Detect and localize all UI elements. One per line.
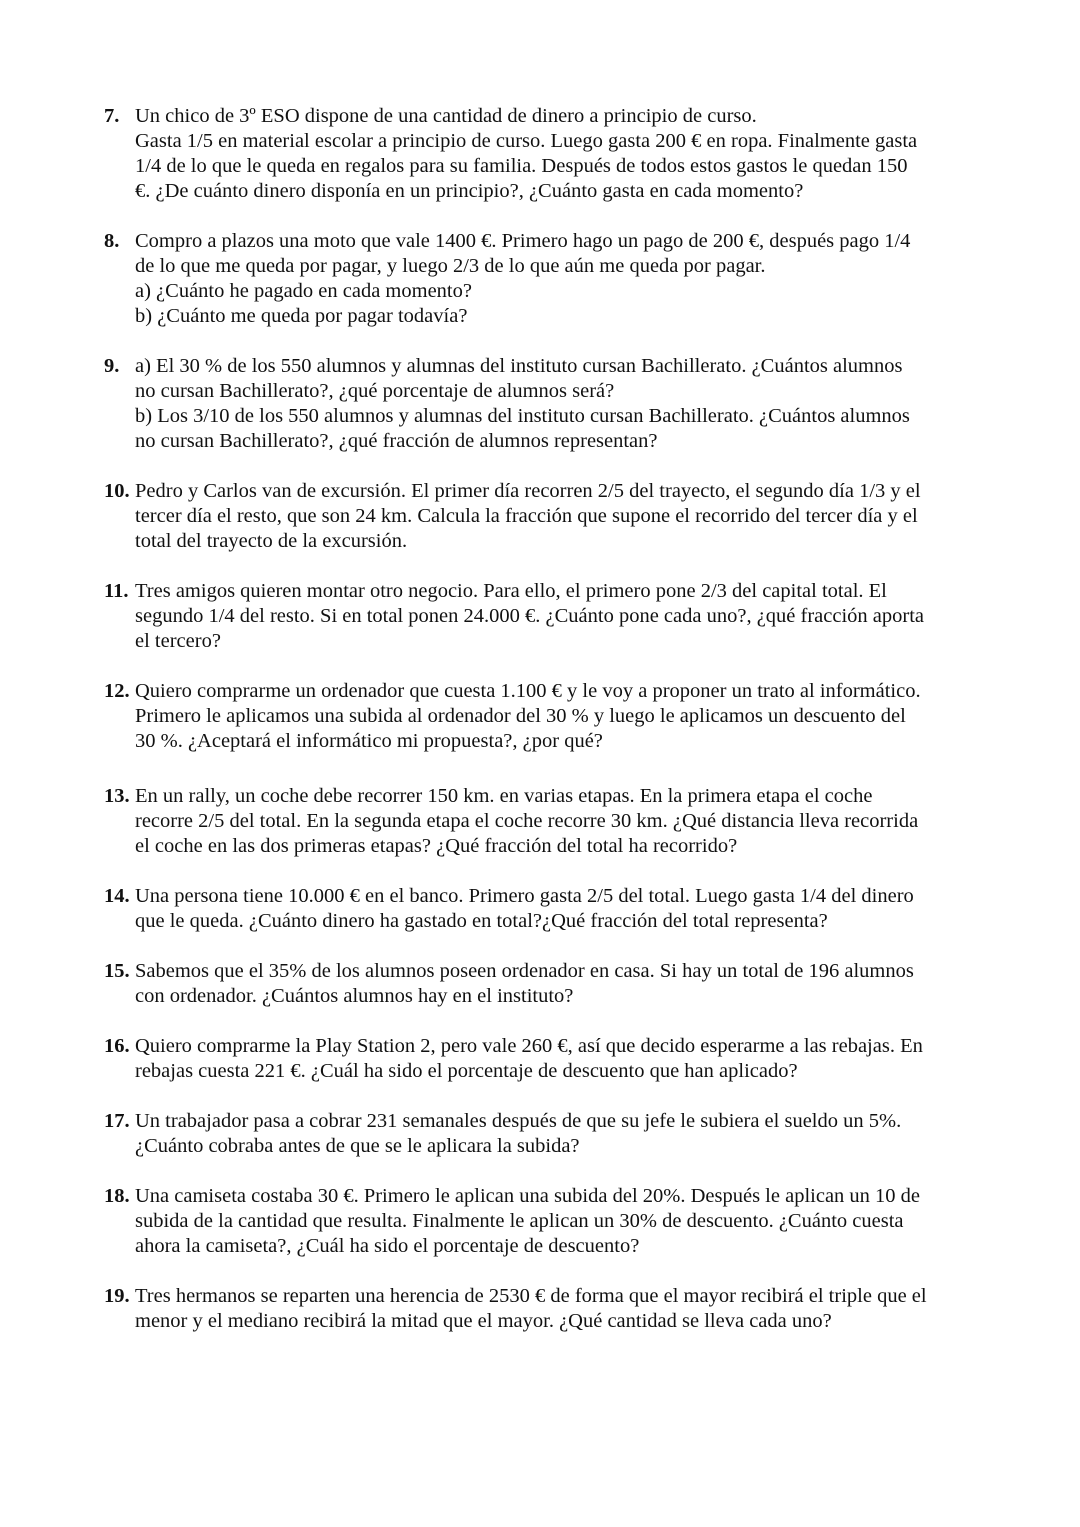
problem-line: Quiero comprarme un ordenador que cuesta 1.100 € y le voy a proponer un trato al informático. [135, 680, 921, 702]
problem-line: tercer día el resto, que son 24 km. Calcula la fracción que supone el recorrido del tercer día y el [135, 505, 918, 527]
problem-text [135, 1034, 984, 1084]
problem-line: no cursan Bachillerato?, ¿qué porcentaje de alumnos será? [135, 380, 615, 402]
problem-number: 17. [104, 1110, 130, 1132]
problem-line: Una camiseta costaba 30 €. Primero le aplican una subida del 20%. Después le aplican un 10 de [135, 1185, 921, 1207]
problem-line: Compro a plazos una moto que vale 1400 €. Primero hago un pago de 200 €, después pago 1/4 [135, 230, 911, 252]
problem-number: 10. [104, 480, 130, 502]
problem-line: Primero le aplicamos una subida al ordenador del 30 % y luego le aplicamos un descuento del [135, 705, 906, 727]
problem-17 [104, 1109, 984, 1159]
problem-line: ahora la camiseta?, ¿Cuál ha sido el porcentaje de descuento? [135, 1235, 640, 1257]
problem-line: Un trabajador pasa a cobrar 231 semanales después de que su jefe le subiera el sueldo un 5%. [135, 1110, 902, 1132]
problem-line: subida de la cantidad que resulta. Finalmente le aplican un 30% de descuento. ¿Cuánto cuesta [135, 1210, 904, 1232]
problem-text [135, 229, 984, 329]
problem-9 [104, 354, 984, 454]
problem-line: En un rally, un coche debe recorrer 150 km. en varias etapas. En la primera etapa el coche [135, 785, 873, 807]
problem-text [135, 959, 984, 1009]
problem-line: ¿Cuánto cobraba antes de que se le aplicara la subida? [135, 1135, 580, 1157]
problem-line: b) Los 3/10 de los 550 alumnos y alumnas del instituto cursan Bachillerato. ¿Cuántos alumnos [135, 405, 910, 427]
problem-line: a) ¿Cuánto he pagado en cada momento? [135, 280, 472, 302]
problem-line: b) ¿Cuánto me queda por pagar todavía? [135, 305, 468, 327]
problem-11 [104, 579, 984, 654]
problem-text [135, 679, 984, 754]
problem-13 [104, 784, 984, 859]
problem-line: que le queda. ¿Cuánto dinero ha gastado en total?¿Qué fracción del total representa? [135, 910, 828, 932]
problem-text [135, 354, 984, 454]
problem-number: 14. [104, 885, 130, 907]
problem-line: 1/4 de lo que le queda en regalos para su familia. Después de todos estos gastos le quedan 150 [135, 155, 908, 177]
problem-text [135, 104, 984, 204]
problem-text [135, 1284, 984, 1334]
problem-line: a) El 30 % de los 550 alumnos y alumnas del instituto cursan Bachillerato. ¿Cuántos alumnos [135, 355, 903, 377]
problem-line: 30 %. ¿Aceptará el informático mi propuesta?, ¿por qué? [135, 730, 603, 752]
problem-number: 7. [104, 105, 120, 127]
problem-line: Pedro y Carlos van de excursión. El primer día recorren 2/5 del trayecto, el segundo día 1/3 y el [135, 480, 921, 502]
problem-line: no cursan Bachillerato?, ¿qué fracción de alumnos representan? [135, 430, 658, 452]
problem-line: Sabemos que el 35% de los alumnos poseen ordenador en casa. Si hay un total de 196 alumnos [135, 960, 914, 982]
problem-line: Tres hermanos se reparten una herencia de 2530 € de forma que el mayor recibirá el triple que el [135, 1285, 927, 1307]
problem-number: 15. [104, 960, 130, 982]
problem-number: 13. [104, 785, 130, 807]
problem-7 [104, 104, 984, 204]
problem-line: segundo 1/4 del resto. Si en total ponen 24.000 €. ¿Cuánto pone cada uno?, ¿qué fracción aporta [135, 605, 925, 627]
problem-line: rebajas cuesta 221 €. ¿Cuál ha sido el porcentaje de descuento que han aplicado? [135, 1060, 798, 1082]
problem-line: total del trayecto de la excursión. [135, 530, 408, 552]
problem-number: 8. [104, 230, 120, 252]
problem-16 [104, 1034, 984, 1084]
problem-text [135, 479, 984, 554]
problem-line: €. ¿De cuánto dinero disponía en un principio?, ¿Cuánto gasta en cada momento? [135, 180, 804, 202]
problem-text [135, 1109, 984, 1159]
problem-14 [104, 884, 984, 934]
problem-number: 18. [104, 1185, 130, 1207]
problem-10 [104, 479, 984, 554]
problem-line: Quiero comprarme la Play Station 2, pero vale 260 €, así que decido esperarme a las rebajas. En [135, 1035, 923, 1057]
problem-19 [104, 1284, 984, 1334]
problem-line: el coche en las dos primeras etapas? ¿Qué fracción del total ha recorrido? [135, 835, 738, 857]
problem-line: recorre 2/5 del total. En la segunda etapa el coche recorre 30 km. ¿Qué distancia lleva recorrida [135, 810, 919, 832]
problem-text [135, 784, 984, 859]
problem-number: 19. [104, 1285, 130, 1307]
problem-18 [104, 1184, 984, 1259]
problem-number: 16. [104, 1035, 130, 1057]
problem-line: Un chico de 3º ESO dispone de una cantidad de dinero a principio de curso. [135, 105, 757, 127]
problem-number: 11. [104, 580, 129, 602]
problem-line: de lo que me queda por pagar, y luego 2/3 de lo que aún me queda por pagar. [135, 255, 766, 277]
problem-text [135, 579, 984, 654]
problem-line: menor y el mediano recibirá la mitad que el mayor. ¿Qué cantidad se lleva cada uno? [135, 1310, 832, 1332]
problem-text [135, 1184, 984, 1259]
problem-number: 9. [104, 355, 120, 377]
problem-line: el tercero? [135, 630, 221, 652]
problem-number: 12. [104, 680, 130, 702]
problem-line: Gasta 1/5 en material escolar a principio de curso. Luego gasta 200 € en ropa. Finalmente gasta [135, 130, 918, 152]
problem-8 [104, 229, 984, 329]
problem-line: Una persona tiene 10.000 € en el banco. Primero gasta 2/5 del total. Luego gasta 1/4 del dinero [135, 885, 914, 907]
problem-text [135, 884, 984, 934]
problem-15 [104, 959, 984, 1009]
problem-line: Tres amigos quieren montar otro negocio. Para ello, el primero pone 2/3 del capital total. El [135, 580, 887, 602]
problem-12 [104, 679, 984, 754]
problem-line: con ordenador. ¿Cuántos alumnos hay en el instituto? [135, 985, 574, 1007]
